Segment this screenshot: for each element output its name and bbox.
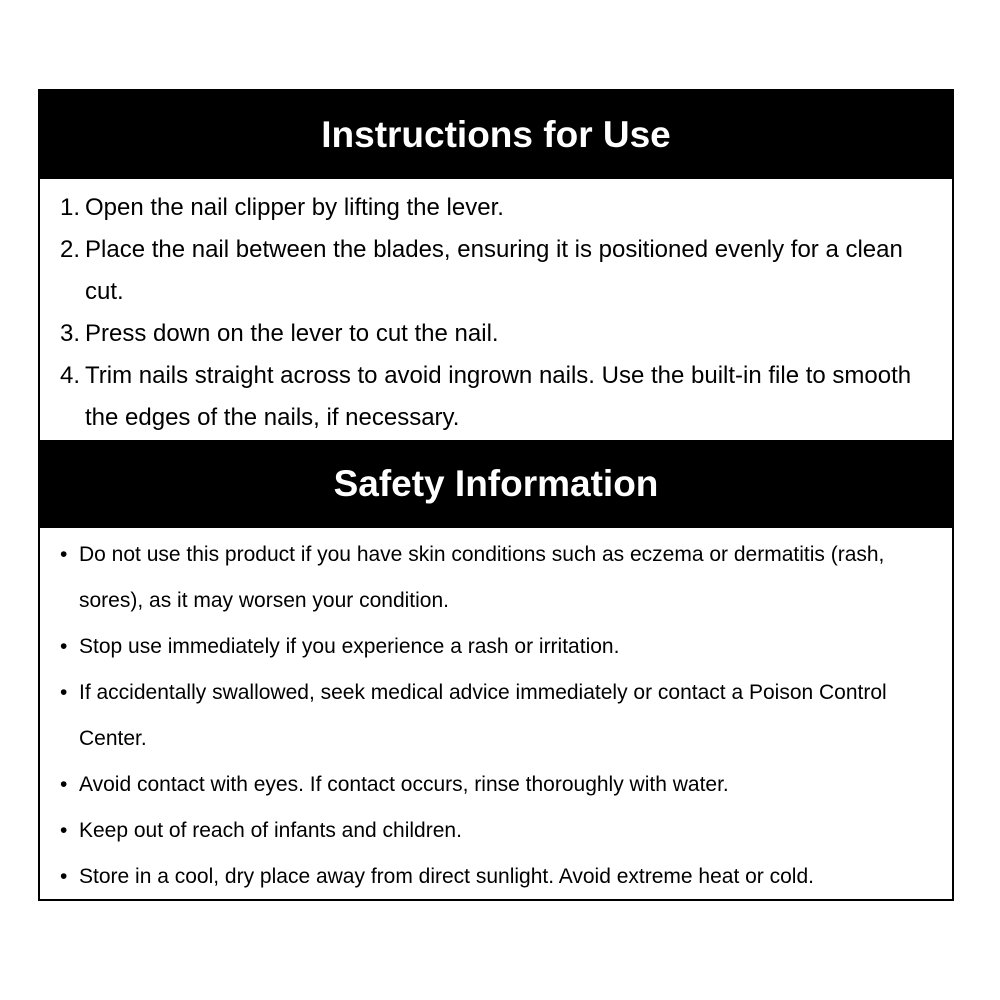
bullet-icon: • [60,865,68,888]
step-number: 3. [60,320,81,347]
bullet-icon: • [60,819,68,842]
safety-item-text: Stop use immediately if you experience a rash or irritation. [79,635,620,658]
safety-item [60,532,932,624]
step-number: 1. [60,194,81,221]
safety-item [60,762,932,808]
bullet-icon: • [60,635,68,658]
instruction-step [60,355,932,439]
safety-list [40,528,952,900]
step-text: Trim nails straight across to avoid ingrown nails. Use the built-in file to smooth the edges of the nails, if necessary. [85,362,912,431]
safety-item [60,670,932,762]
safety-item-text: Avoid contact with eyes. If contact occurs, rinse thoroughly with water. [79,773,729,796]
safety-item-text: If accidentally swallowed, seek medical advice immediately or contact a Poison Control Center. [79,681,887,750]
step-text: Open the nail clipper by lifting the lever. [85,194,504,221]
instructions-heading: Instructions for Use [40,91,952,179]
safety-heading: Safety Information [40,440,952,528]
label-panel [38,89,954,901]
step-number: 4. [60,362,81,389]
instruction-step [60,229,932,313]
bullet-icon: • [60,681,68,704]
safety-item-text: Keep out of reach of infants and children. [79,819,462,842]
safety-item [60,808,932,854]
step-text: Place the nail between the blades, ensuring it is positioned evenly for a clean cut. [85,236,903,305]
instructions-list [40,179,952,440]
instruction-step [60,187,932,229]
safety-item-text: Store in a cool, dry place away from direct sunlight. Avoid extreme heat or cold. [79,865,814,888]
safety-item [60,624,932,670]
safety-item-text: Do not use this product if you have skin conditions such as eczema or dermatitis (rash, sores), as it may worsen your condition. [79,543,885,612]
instruction-step [60,313,932,355]
step-text: Press down on the lever to cut the nail. [85,320,499,347]
bullet-icon: • [60,543,68,566]
step-number: 2. [60,236,81,263]
safety-item [60,854,932,900]
bullet-icon: • [60,773,68,796]
